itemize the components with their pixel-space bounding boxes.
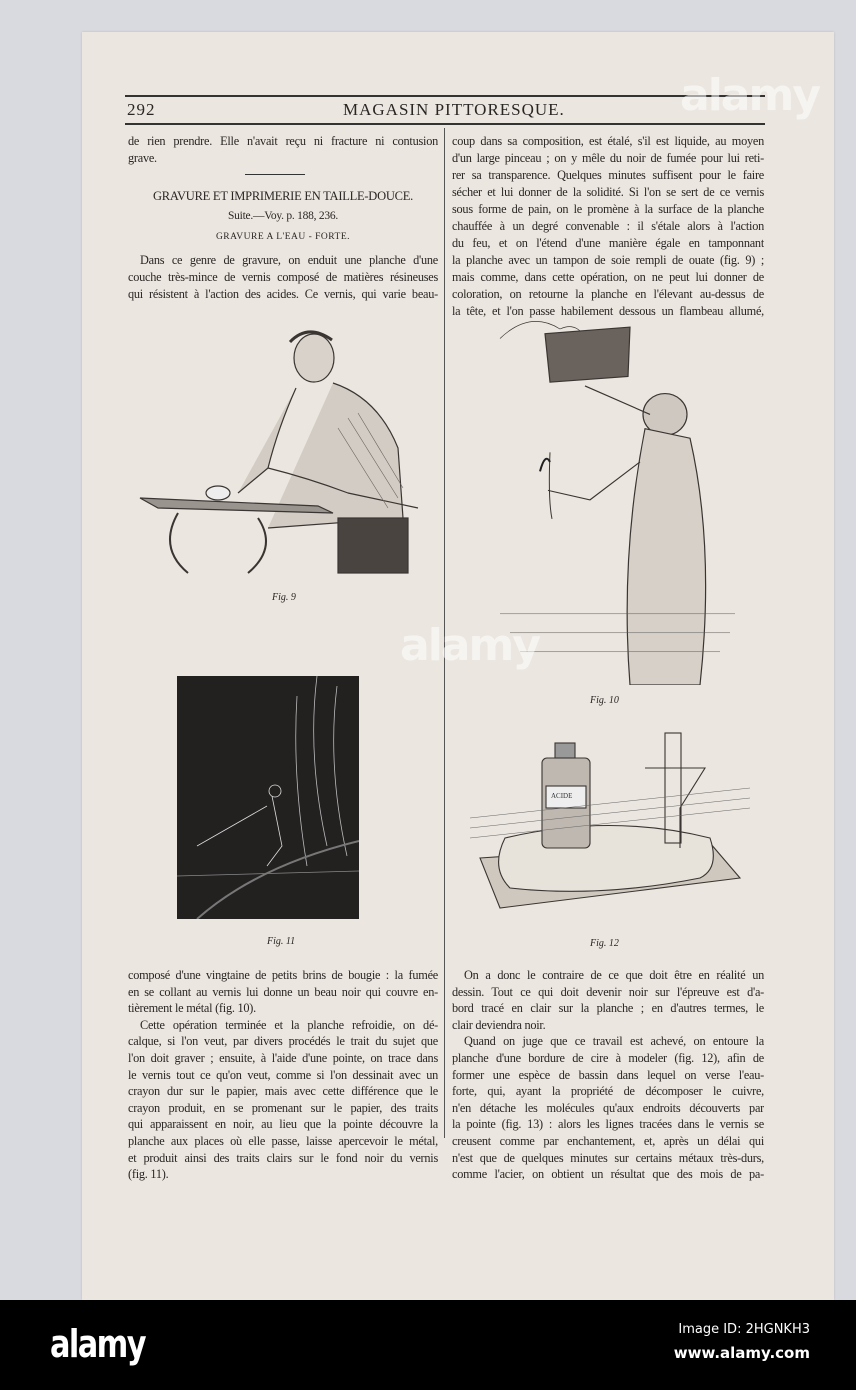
article-suite: Suite.—Voy. p. 188, 236. (228, 210, 338, 222)
fig12-bottle-label: ACIDE (551, 792, 573, 800)
text-line: n'en détache les molécules qu'aux endroits découverts par (452, 1100, 764, 1115)
text-line: forte, qui, ayant la propriété de décomposer le cuivre, (452, 1084, 764, 1099)
text-line: en se collant au vernis lui donne un beau noir qui couvre en- (128, 984, 438, 999)
article-subtitle: GRAVURE A L'EAU - FORTE. (215, 232, 351, 242)
text-line: composé d'une vingtaine de petits brins de bougie : la fumée (128, 968, 438, 982)
text-line: dessin. Tout ce qui doit devenir noir sur l'épreuve est d'a- (452, 984, 764, 999)
text-line: comme l'acier, on obtient un résultat que des mois de pa- (452, 1167, 764, 1182)
text-line: n'est que de quelques minutes sur certains métaux très-durs, (452, 1150, 764, 1165)
text-line: crayon produit, en se promenant sur le papier, des traits (128, 1100, 438, 1115)
text-line: crayon dur sur le papier, mais avec cette différence que le (128, 1084, 438, 1099)
text-line: creusent comme par enchantement, et, après un délai qui (452, 1134, 764, 1148)
text-line: et produit ainsi des traits clairs sur le fond noir du vernis (128, 1150, 438, 1165)
text-line: coloration, on retourne la planche en l'élevant au-dessus de (452, 287, 764, 301)
alamy-logo: alamy (50, 1322, 145, 1366)
fig11-illustration (177, 676, 359, 919)
fig11-caption: Fig. 11 (267, 936, 296, 947)
text-line: planche d'une bordure de cire à modeler (fig. 12), afin de (452, 1051, 764, 1065)
text-line: clair deviendra noir. (452, 1017, 546, 1032)
text-line: couche très-mince de vernis composé de matières résineuses (128, 270, 438, 284)
section-divider (245, 174, 305, 175)
text-line: calque, si l'on veut, par divers procédés le trait du sujet que (128, 1034, 438, 1049)
text-line: qui résistent à l'action des acides. Ce vernis, qui varie beau- (128, 287, 438, 301)
fig10-caption: Fig. 10 (590, 695, 619, 706)
page-number: 292 (127, 100, 156, 119)
fig12-caption: Fig. 12 (590, 938, 619, 949)
watermark: alamy (680, 70, 819, 121)
text-line: du feu, et on l'étend d'une manière égale en tamponnant (452, 236, 764, 250)
text-line: coup dans sa composition, est étalé, s'il est liquide, au moyen (452, 134, 764, 148)
text-line: la pointe (fig. 13) : alors les lignes tracées dans le vernis se (452, 1117, 764, 1132)
watermark-center: alamy (400, 620, 539, 671)
stock-footer (0, 1300, 856, 1390)
text-line: former une espèce de bassin dans lequel on verse l'eau- (452, 1067, 764, 1082)
article-title: GRAVURE ET IMPRIMERIE EN TAILLE-DOUCE. (153, 189, 413, 203)
text-line: rer sa transparence. Quelques minutes suffisent pour le faire (452, 168, 764, 182)
text-line: sous forme de pain, on le promène à la surface de la planche (452, 202, 764, 216)
text-line: le vernis tout ce qu'on veut, comme si l'on dessinait avec un (128, 1067, 438, 1082)
fig9-caption: Fig. 9 (272, 592, 296, 603)
site-url[interactable]: www.alamy.com (673, 1344, 810, 1362)
fig9-illustration (118, 318, 423, 580)
header-bottom-rule (125, 123, 765, 125)
text-line: grave. (128, 151, 157, 165)
text-line: Quand on juge que ce travail est achevé, on entoure la (464, 1034, 764, 1049)
fig12-illustration (460, 728, 752, 926)
text-line: la planche avec un tampon de soie rempli de ouate (fig. 9) ; (452, 253, 764, 267)
header-top-rule (125, 95, 765, 97)
text-line: (fig. 11). (128, 1167, 169, 1182)
text-line: planche aux places où elle passe, laisse apercevoir le métal, (128, 1134, 438, 1148)
text-line: la tête, et l'on passe habilement dessous un flambeau allumé, (452, 304, 764, 318)
text-line: qui apparaissent en noir, au lieu que la pointe découvre la (128, 1117, 438, 1132)
text-line: bord tracé en clair sur la planche ; en d'autres termes, le (452, 1001, 764, 1016)
text-line: Dans ce genre de gravure, on enduit une planche d'une (140, 253, 438, 267)
text-line: Cette opération terminée et la planche refroidie, on dé- (140, 1017, 438, 1032)
text-line: d'un large pinceau ; on y mêle du noir de fumée pour lui reti- (452, 151, 764, 165)
text-line: l'on doit graver ; ensuite, à l'aide d'une pointe, on trace dans (128, 1051, 438, 1065)
text-line: On a donc le contraire de ce que doit être en réalité un (464, 968, 764, 982)
text-line: de rien prendre. Elle n'avait reçu ni fracture ni contusion (128, 134, 438, 148)
text-line: chauffée à un degré convenable : il s'étale alors à l'action (452, 219, 764, 233)
journal-title: MAGASIN PITTORESQUE. (343, 100, 565, 119)
image-id: Image ID: 2HGNKH3 (678, 1322, 810, 1337)
text-line: mais comme, dans cette opération, on ne peut lui donner de (452, 270, 764, 284)
text-line: tièrement le métal (fig. 10). (128, 1001, 256, 1016)
text-line: sécher et lui donner de la solidité. Si l'on se sert de ce vernis (452, 185, 764, 199)
